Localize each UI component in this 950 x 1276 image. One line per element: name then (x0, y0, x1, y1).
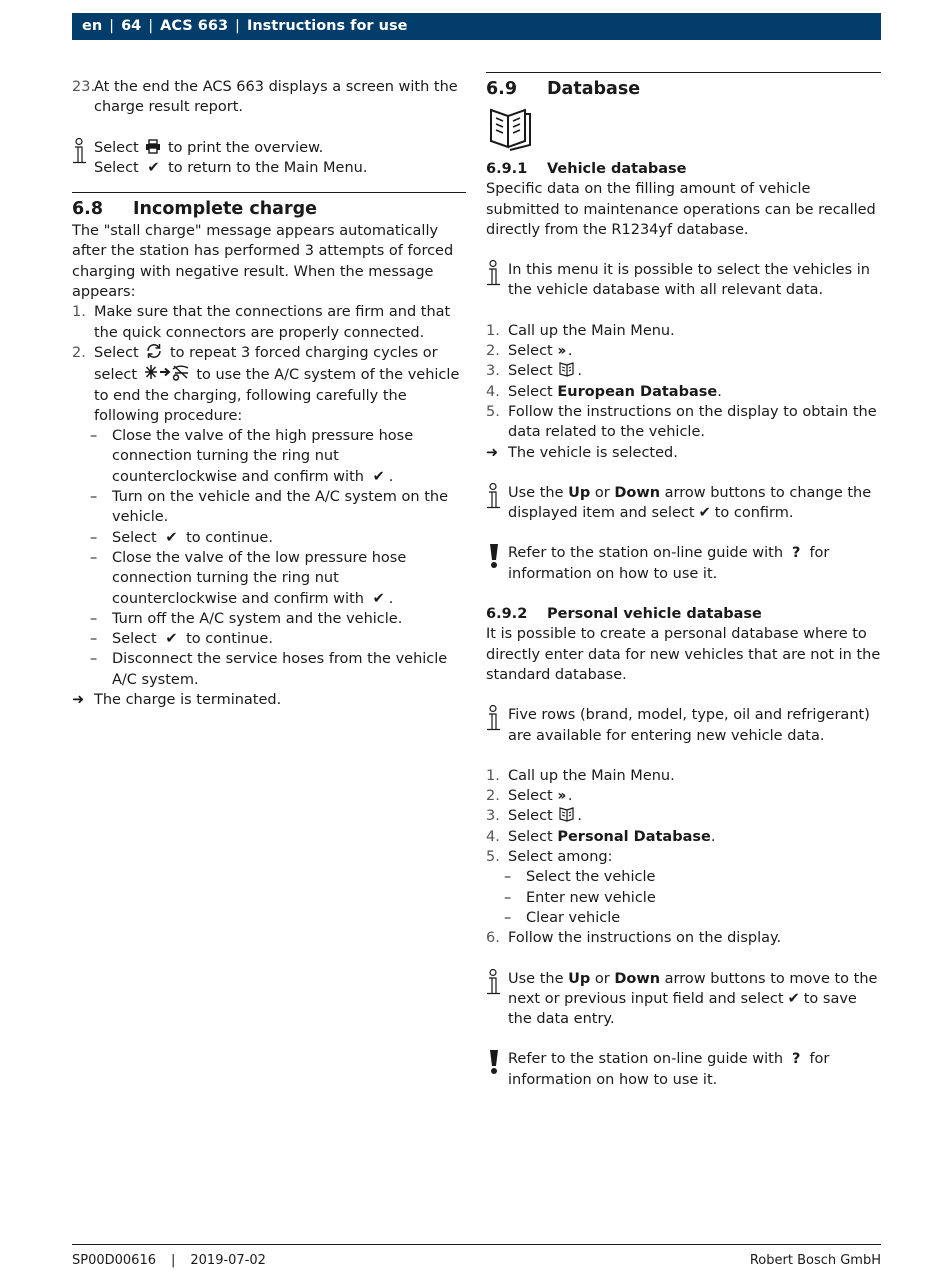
step: 4. Select Personal Database. (486, 828, 716, 845)
step-1: 1. Make sure that the connections are firm and that the quick connectors are properly connected. (72, 304, 451, 341)
database-book-icon (559, 807, 575, 822)
footer-date: 2019-07-02 (190, 1253, 266, 1268)
checkmark-icon: ✔ (147, 159, 160, 176)
exclamation-icon (486, 1049, 502, 1075)
section-heading: 6.8 Incomplete charge (72, 199, 317, 220)
step-23 (72, 77, 466, 118)
substep-disconnect-hoses: – Disconnect the service hoses from the vehicle A/C system. (90, 651, 448, 688)
double-chevron-right-icon: ›› (557, 788, 564, 805)
step-text: At the end the ACS 663 displays a screen with the charge result report. (94, 79, 458, 116)
step-number: 23. (72, 79, 96, 95)
result-line: ➜ The vehicle is selected. (486, 443, 881, 463)
substep-select-continue-2: – Select ✔ to continue. (72, 629, 466, 649)
page-header: en | 64 | ACS 663 | Instructions for use (72, 13, 881, 40)
subsection-heading-6-9-2: 6.9.2 Personal vehicle database (486, 606, 762, 623)
info-note (72, 138, 466, 179)
section-intro: The "stall charge" message appears automatically after the station has performed 3 attempts of forced charging with negative result. When the message appears: (72, 223, 454, 301)
step: 1. Call up the Main Menu. (486, 767, 675, 784)
footer-doc-id: SP00D00616 (72, 1253, 156, 1268)
checkmark-icon: ✔ (372, 590, 385, 607)
info-icon (486, 483, 502, 509)
option-item: – Select the vehicle (504, 869, 656, 886)
section-6-8 (72, 192, 466, 710)
arrow-right-icon: ➜ (486, 444, 499, 461)
header-product: ACS 663 (160, 18, 229, 35)
checkmark-icon: ✔ (372, 468, 385, 485)
step: 4. Select European Database. (486, 383, 722, 400)
subsection-intro: It is possible to create a personal database where to directly enter data for new vehicles that are not in the standard database. (486, 626, 881, 683)
header-page-number: 64 (121, 18, 142, 35)
repeat-cycle-icon (145, 343, 163, 359)
header-lang: en (82, 18, 103, 35)
info-note: Use the Up or Down arrow buttons to change the displayed item and select ✔ to confirm. (486, 483, 881, 524)
step: 3. Select . (486, 363, 582, 380)
footer-divider (72, 1244, 881, 1245)
note-line-print: Select to print the overview. (94, 139, 324, 156)
ac-to-vehicle-icon (144, 363, 190, 381)
arrow-right-icon: ➜ (72, 692, 85, 709)
option-item: – Clear vehicle (504, 909, 621, 926)
note-line-return: Select ✔ to return to the Main Menu. (94, 158, 466, 178)
subsection-heading-6-9-1: 6.9.1 Vehicle database (486, 161, 687, 177)
database-book-icon (488, 105, 534, 151)
result-line: ➜ The charge is terminated. (72, 690, 466, 710)
option-item: – Enter new vehicle (504, 889, 656, 906)
info-note: In this menu it is possible to select the vehicles in the vehicle database with all relevant data. (486, 260, 881, 301)
double-chevron-right-icon: ›› (557, 343, 564, 360)
step: 3. Select . (486, 808, 582, 825)
section-heading: 6.9 Database (486, 79, 641, 99)
exclamation-icon (486, 543, 502, 569)
personal-db-steps (486, 766, 881, 949)
warning-note: Refer to the station on-line guide with ? for information on how to use it. (486, 1049, 881, 1090)
step: 6. Follow the instructions on the display. (486, 930, 782, 947)
checkmark-icon: ✔ (165, 529, 178, 546)
substep-close-low-pressure: – Close the valve of the low pressure hose connection turning the ring nut counterclockwise and confirm with ✔ . (72, 548, 466, 609)
printer-icon (145, 139, 161, 154)
help-icon: ? (792, 1051, 801, 1068)
footer-publisher: Robert Bosch GmbH (749, 1253, 881, 1268)
step: 1. Call up the Main Menu. (486, 322, 675, 339)
info-icon (72, 138, 88, 164)
subsection-intro: Specific data on the filling amount of vehicle submitted to maintenance operations can be recalled directly from the R1234yf database. (486, 181, 876, 238)
step: 5. Follow the instructions on the display to obtain the data related to the vehicle. (486, 403, 877, 441)
info-note: Use the Up or Down arrow buttons to move to the next or previous input field and select ✔ to save the data entry. (486, 969, 881, 1030)
substep-select-continue: – Select ✔ to continue. (72, 528, 466, 548)
warning-note: Refer to the station on-line guide with ? for information on how to use it. (486, 543, 881, 584)
header-doc-type: Instructions for use (246, 18, 408, 35)
substep-close-high-pressure: – Close the valve of the high pressure hose connection turning the ring nut counterclockwise and confirm with ✔ . (72, 426, 466, 487)
info-note: Five rows (brand, model, type, oil and refrigerant) are available for entering new vehicle data. (486, 705, 881, 746)
database-book-icon (559, 362, 575, 377)
right-column (486, 72, 881, 1090)
info-icon (486, 969, 502, 995)
section-6-9 (486, 72, 881, 1090)
checkmark-icon: ✔ (787, 990, 800, 1007)
substep-turn-on: – Turn on the vehicle and the A/C system on the vehicle. (90, 489, 449, 526)
substep-turn-off: – Turn off the A/C system and the vehicle. (90, 610, 403, 627)
page-footer: SP00D00616 | 2019-07-02 Robert Bosch GmbH (72, 1251, 881, 1271)
checkmark-icon: ✔ (698, 505, 711, 522)
info-icon (486, 260, 502, 286)
info-icon (486, 705, 502, 731)
step: 2. Select ›› . (486, 343, 573, 360)
help-icon: ? (792, 545, 801, 562)
step: 2. Select ›› . (486, 788, 573, 805)
step-2: 2. Select to repeat 3 forced charging cycles or select to use the A/C system of the vehicle to end the charging, following carefully the following procedure: (72, 344, 460, 424)
checkmark-icon: ✔ (165, 631, 178, 648)
left-column (72, 77, 466, 710)
step: 5. Select among: (486, 849, 613, 866)
vehicle-db-steps (486, 321, 881, 463)
